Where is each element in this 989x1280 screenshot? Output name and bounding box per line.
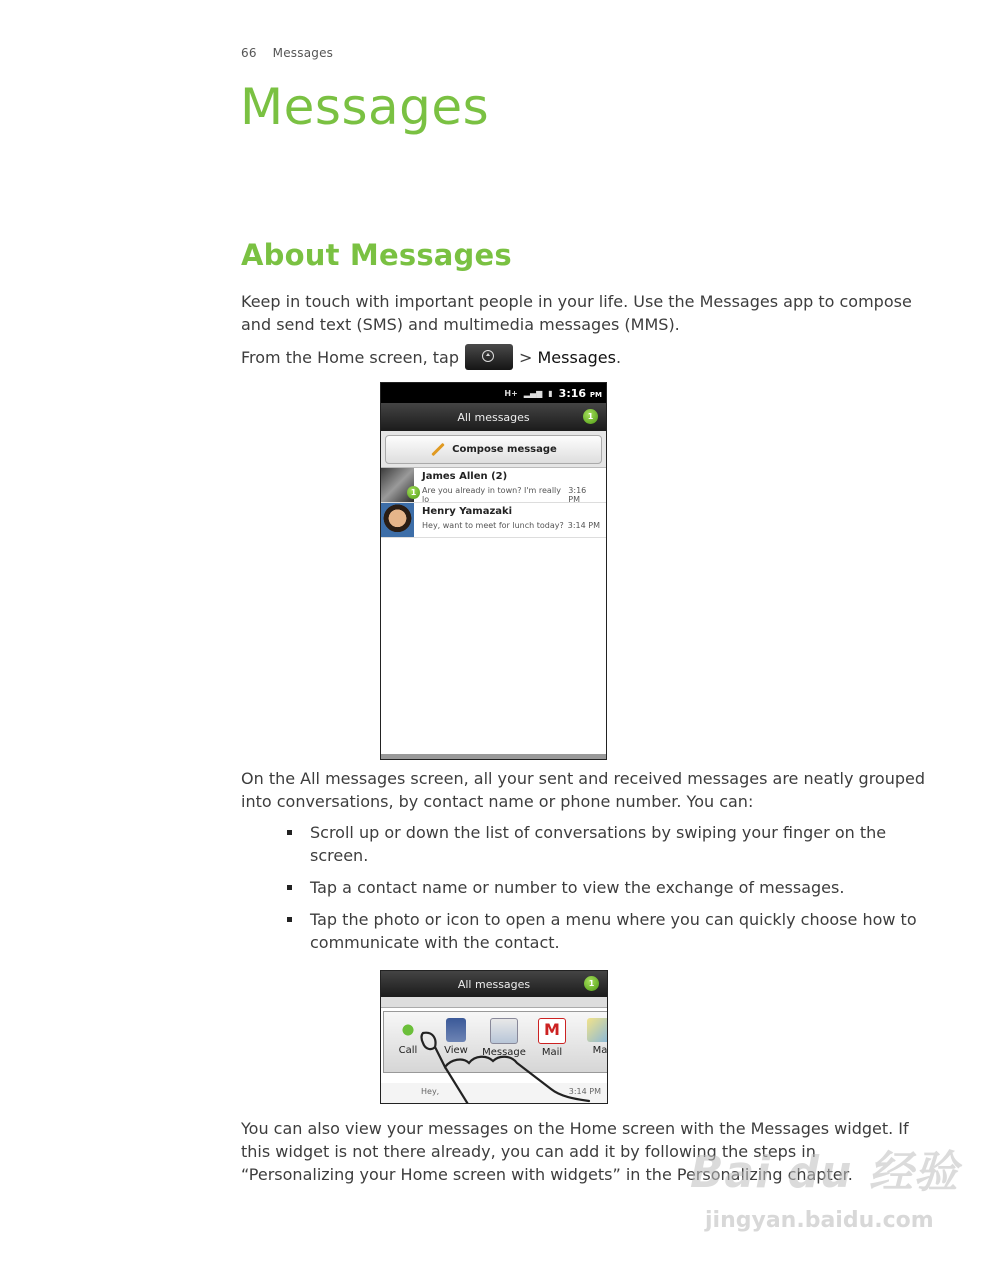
gmail-icon: M	[538, 1018, 566, 1044]
peek-time: 3:14 PM	[568, 1087, 601, 1096]
contact-name: Henry Yamazaki	[422, 506, 513, 517]
tap-instruction	[241, 344, 621, 370]
list-item: Tap the photo or icon to open a menu where you can quickly choose how to communicate with the contact.	[287, 908, 927, 954]
compose-area-peek	[381, 997, 607, 1008]
section-heading: About Messages	[241, 238, 512, 272]
contact-photo-avatar[interactable]	[381, 503, 414, 537]
status-clock: 3:16 PM	[558, 386, 602, 400]
app-title-bar	[381, 971, 607, 997]
all-messages-screenshot	[380, 382, 607, 760]
status-bar	[381, 383, 606, 403]
conversation-body	[414, 468, 606, 502]
pencil-icon	[431, 443, 444, 456]
battery-icon: ▮	[548, 388, 553, 398]
intro-paragraph: Keep in touch with important people in your life. Use the Messages app to compose and send text (SMS) and multimedia messages (MMS).	[241, 292, 912, 334]
quick-label: View	[444, 1045, 468, 1056]
screen-bottom-edge	[381, 754, 606, 759]
quick-label: Ma	[592, 1045, 608, 1056]
tap-target: Messages	[537, 347, 616, 367]
tap-gt: >	[519, 347, 533, 367]
message-preview: Hey, want to meet for lunch today?	[422, 521, 564, 530]
compose-label: Compose message	[452, 444, 557, 455]
quick-contact-screenshot	[380, 970, 608, 1104]
app-title: All messages	[457, 977, 531, 991]
header-section: Messages	[272, 46, 334, 60]
network-indicator: H+	[504, 388, 518, 398]
finger-tap-icon	[411, 1029, 591, 1104]
all-messages-description: On the All messages screen, all your sent and received messages are neatly grouped into conversations, by contact name or phone number. You can:	[241, 769, 926, 811]
list-item: Tap a contact name or number to view the exchange of messages.	[287, 876, 927, 899]
baidu-watermark-logo: Bai du 经验	[690, 1147, 959, 1198]
page-header	[241, 46, 333, 60]
compose-message-button[interactable]	[385, 435, 602, 464]
signal-icon: ▂▄▆	[523, 388, 543, 398]
quick-label: Mail	[541, 1047, 563, 1058]
compose-area	[381, 431, 606, 468]
tap-prefix: From the Home screen, tap	[241, 347, 459, 367]
app-title: All messages	[457, 410, 530, 424]
unread-badge: 1	[584, 976, 599, 991]
quick-label: Call	[398, 1045, 418, 1056]
actions-list	[287, 821, 927, 963]
contact-photo-avatar[interactable]	[381, 468, 417, 502]
peek-preview: Hey,	[421, 1087, 440, 1096]
conversation-body	[414, 503, 606, 537]
unread-badge: 1	[583, 409, 598, 424]
page-title: Messages	[240, 78, 490, 136]
contact-name: James Allen (2)	[422, 471, 508, 482]
conversation-unread-badge: 1	[407, 486, 420, 499]
tap-period: .	[615, 347, 622, 367]
quick-label: Message	[482, 1047, 526, 1058]
conversation-row[interactable]	[381, 468, 606, 503]
widget-paragraph: You can also view your messages on the Home screen with the Messages widget. If this widget is not there already, you can add it by following the steps in “Personalizing your Home screen with widgets” in the Personalizing chapter.	[241, 1119, 909, 1184]
list-item: Scroll up or down the list of conversations by swiping your finger on the screen.	[287, 821, 927, 867]
app-title-bar	[381, 403, 606, 431]
message-preview: Are you already in town? I'm really lo	[422, 486, 561, 504]
all-apps-button-icon	[465, 344, 513, 370]
message-time: 3:14 PM	[567, 521, 600, 530]
conversation-row[interactable]	[381, 503, 606, 538]
baidu-watermark-url: jingyan.baidu.com	[705, 1208, 934, 1233]
message-time: 3:16 PM	[568, 486, 587, 504]
page-number: 66	[241, 46, 257, 60]
